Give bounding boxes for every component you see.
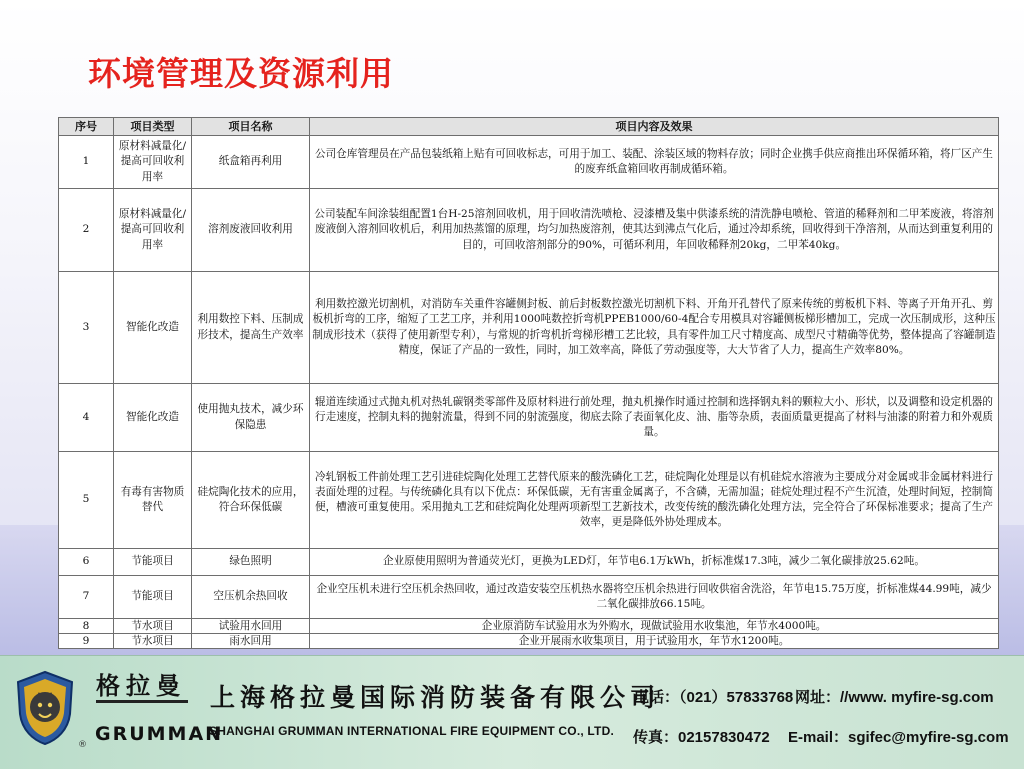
cell-type: 智能化改造 bbox=[114, 384, 192, 452]
cell-name: 溶剂废液回收利用 bbox=[192, 189, 310, 272]
table-row bbox=[59, 452, 999, 549]
cell-content: 企业空压机未进行空压机余热回收，通过改造安装空压机热水器将空压机余热进行回收供宿舍洗浴，年节电15.75万度，折标准煤44.99吨，减少二氧化碳排放66.15吨。 bbox=[310, 576, 999, 619]
resource-table bbox=[58, 117, 999, 649]
cell-no: 7 bbox=[59, 576, 114, 619]
cell-name: 空压机余热回收 bbox=[192, 576, 310, 619]
cell-name: 试验用水回用 bbox=[192, 619, 310, 634]
cell-no: 3 bbox=[59, 272, 114, 384]
table-row bbox=[59, 189, 999, 272]
cell-type: 原材料减量化/提高可回收利用率 bbox=[114, 189, 192, 272]
brand-name-cn: 格拉曼 bbox=[96, 672, 186, 700]
company-name-en: SHANGHAI GRUMMAN INTERNATIONAL FIRE EQUIPMENT CO., LTD. bbox=[209, 724, 614, 738]
table-header-row bbox=[59, 118, 999, 136]
registered-mark: ® bbox=[78, 740, 87, 750]
cell-no: 8 bbox=[59, 619, 114, 634]
table-row bbox=[59, 384, 999, 452]
cell-name: 雨水回用 bbox=[192, 634, 310, 649]
table-row bbox=[59, 549, 999, 576]
brand-name-en: GRUMMAN bbox=[95, 723, 224, 745]
cell-no: 6 bbox=[59, 549, 114, 576]
cell-content: 冷轧钢板工件前处理工艺引进硅烷陶化处理工艺替代原来的酸洗磷化工艺，硅烷陶化处理是以有机硅烷水溶液为主要成分对金属或非金属材料进行表面处理的过程。与传统磷化具有以下优点：环保低碳，无有害重金属离子，不含磷，无需加温；硅烷处理过程不产生沉渣，处理时间短，控制简便，槽液可重复使用。采用抛丸工艺和硅烷陶化处理两项新型工艺新技术，改变传统的酸洗磷化处理方法，完全符合了环保标准要求；提高了生产效率，更是降低外协处理成本。 bbox=[310, 452, 999, 549]
cell-content: 企业原使用照明为普通荧光灯，更换为LED灯，年节电6.1万kWh，折标准煤17.3吨，减少二氧化碳排放25.62吨。 bbox=[310, 549, 999, 576]
header-no: 序号 bbox=[59, 118, 114, 136]
company-name-cn: 上海格拉曼国际消防装备有限公司 bbox=[210, 683, 661, 712]
cell-type: 有毒有害物质替代 bbox=[114, 452, 192, 549]
cell-type: 节水项目 bbox=[114, 634, 192, 649]
shield-logo-icon bbox=[14, 670, 76, 746]
cell-type: 原材料减量化/提高可回收利用率 bbox=[114, 136, 192, 189]
website-link[interactable]: 网址：//www. myfire-sg.com bbox=[795, 689, 994, 706]
header-name: 项目名称 bbox=[192, 118, 310, 136]
cell-name: 硅烷陶化技术的应用，符合环保低碳 bbox=[192, 452, 310, 549]
header-content: 项目内容及效果 bbox=[310, 118, 999, 136]
cell-type: 智能化改造 bbox=[114, 272, 192, 384]
company-footer bbox=[0, 655, 1024, 769]
table-row bbox=[59, 136, 999, 189]
fax-number: 传真：02157830472 bbox=[633, 729, 770, 746]
cell-name: 使用抛丸技术，减少环保隐患 bbox=[192, 384, 310, 452]
header-type: 项目类型 bbox=[114, 118, 192, 136]
cell-type: 节能项目 bbox=[114, 576, 192, 619]
cell-content: 企业原消防车试验用水为外购水，现做试验用水收集池，年节水4000吨。 bbox=[310, 619, 999, 634]
table-row bbox=[59, 576, 999, 619]
cell-content: 利用数控激光切割机，对消防车关重件容罐侧封板、前后封板数控激光切割机下料、开角开孔替代了原来传统的剪板机下料、等离子开角开孔、剪板机折弯的工序，缩短了工艺工序，并利用1000吨数控折弯机PPEB1000/60-4配合专用模具对容罐侧板梯形槽加工，完成一次压制成形，这种压制成形技术（获得了使用新型专利），与常规的折弯机折弯梯形槽工艺比较，具有零件加工尺寸精度高、成型尺寸精确等优势，整体提高了容罐制造精度，保证了产品的一致性，同时，加工效率高，降低了劳动强度等，大大节省了人力，提高生产效率80%。 bbox=[310, 272, 999, 384]
email-link[interactable]: E-mail：sgifec@myfire-sg.com bbox=[788, 729, 1009, 746]
cell-name: 利用数控下料、压制成形技术，提高生产效率 bbox=[192, 272, 310, 384]
cell-name: 纸盒箱再利用 bbox=[192, 136, 310, 189]
cell-type: 节能项目 bbox=[114, 549, 192, 576]
phone-number: 电话：（021）57833768 bbox=[634, 689, 794, 706]
page-title: 环境管理及资源利用 bbox=[88, 54, 394, 93]
brand-divider bbox=[96, 700, 188, 703]
cell-no: 9 bbox=[59, 634, 114, 649]
table-row bbox=[59, 272, 999, 384]
cell-no: 5 bbox=[59, 452, 114, 549]
cell-no: 2 bbox=[59, 189, 114, 272]
table-row bbox=[59, 634, 999, 649]
table-row bbox=[59, 619, 999, 634]
cell-name: 绿色照明 bbox=[192, 549, 310, 576]
cell-content: 辊道连续通过式抛丸机对热轧碳钢类零部件及原材料进行前处理，抛丸机操作时通过控制和选择钢丸料的颗粒大小、形状，以及调整和设定机器的行走速度，控制丸料的抛射流量，得到不同的射流强度，彻底去除了表面氧化皮、油、脂等杂质，表面质量更提高了材料与油漆的附着力和外观质量。 bbox=[310, 384, 999, 452]
cell-no: 1 bbox=[59, 136, 114, 189]
cell-type: 节水项目 bbox=[114, 619, 192, 634]
cell-content: 企业开展雨水收集项目，用于试验用水，年节水1200吨。 bbox=[310, 634, 999, 649]
cell-content: 公司仓库管理员在产品包装纸箱上贴有可回收标志，可用于加工、装配、涂装区域的物料存放；同时企业携手供应商推出环保循环箱，将厂区产生的废弃纸盒箱回收再制成循环箱。 bbox=[310, 136, 999, 189]
cell-no: 4 bbox=[59, 384, 114, 452]
cell-content: 公司装配车间涂装组配置1台H-25溶剂回收机，用于回收清洗喷枪、浸漆槽及集中供漆系统的清洗静电喷枪、管道的稀释剂和二甲苯废液，将溶剂废液倒入溶剂回收机后，利用加热蒸馏的原理，均匀加热废溶剂，使其达到沸点气化后，通过冷却系统，回收得到干净溶剂，从而达到重复利用的目的，可回收溶剂部分的90%，可循环利用，年回收稀释剂20kg，二甲苯40kg。 bbox=[310, 189, 999, 272]
